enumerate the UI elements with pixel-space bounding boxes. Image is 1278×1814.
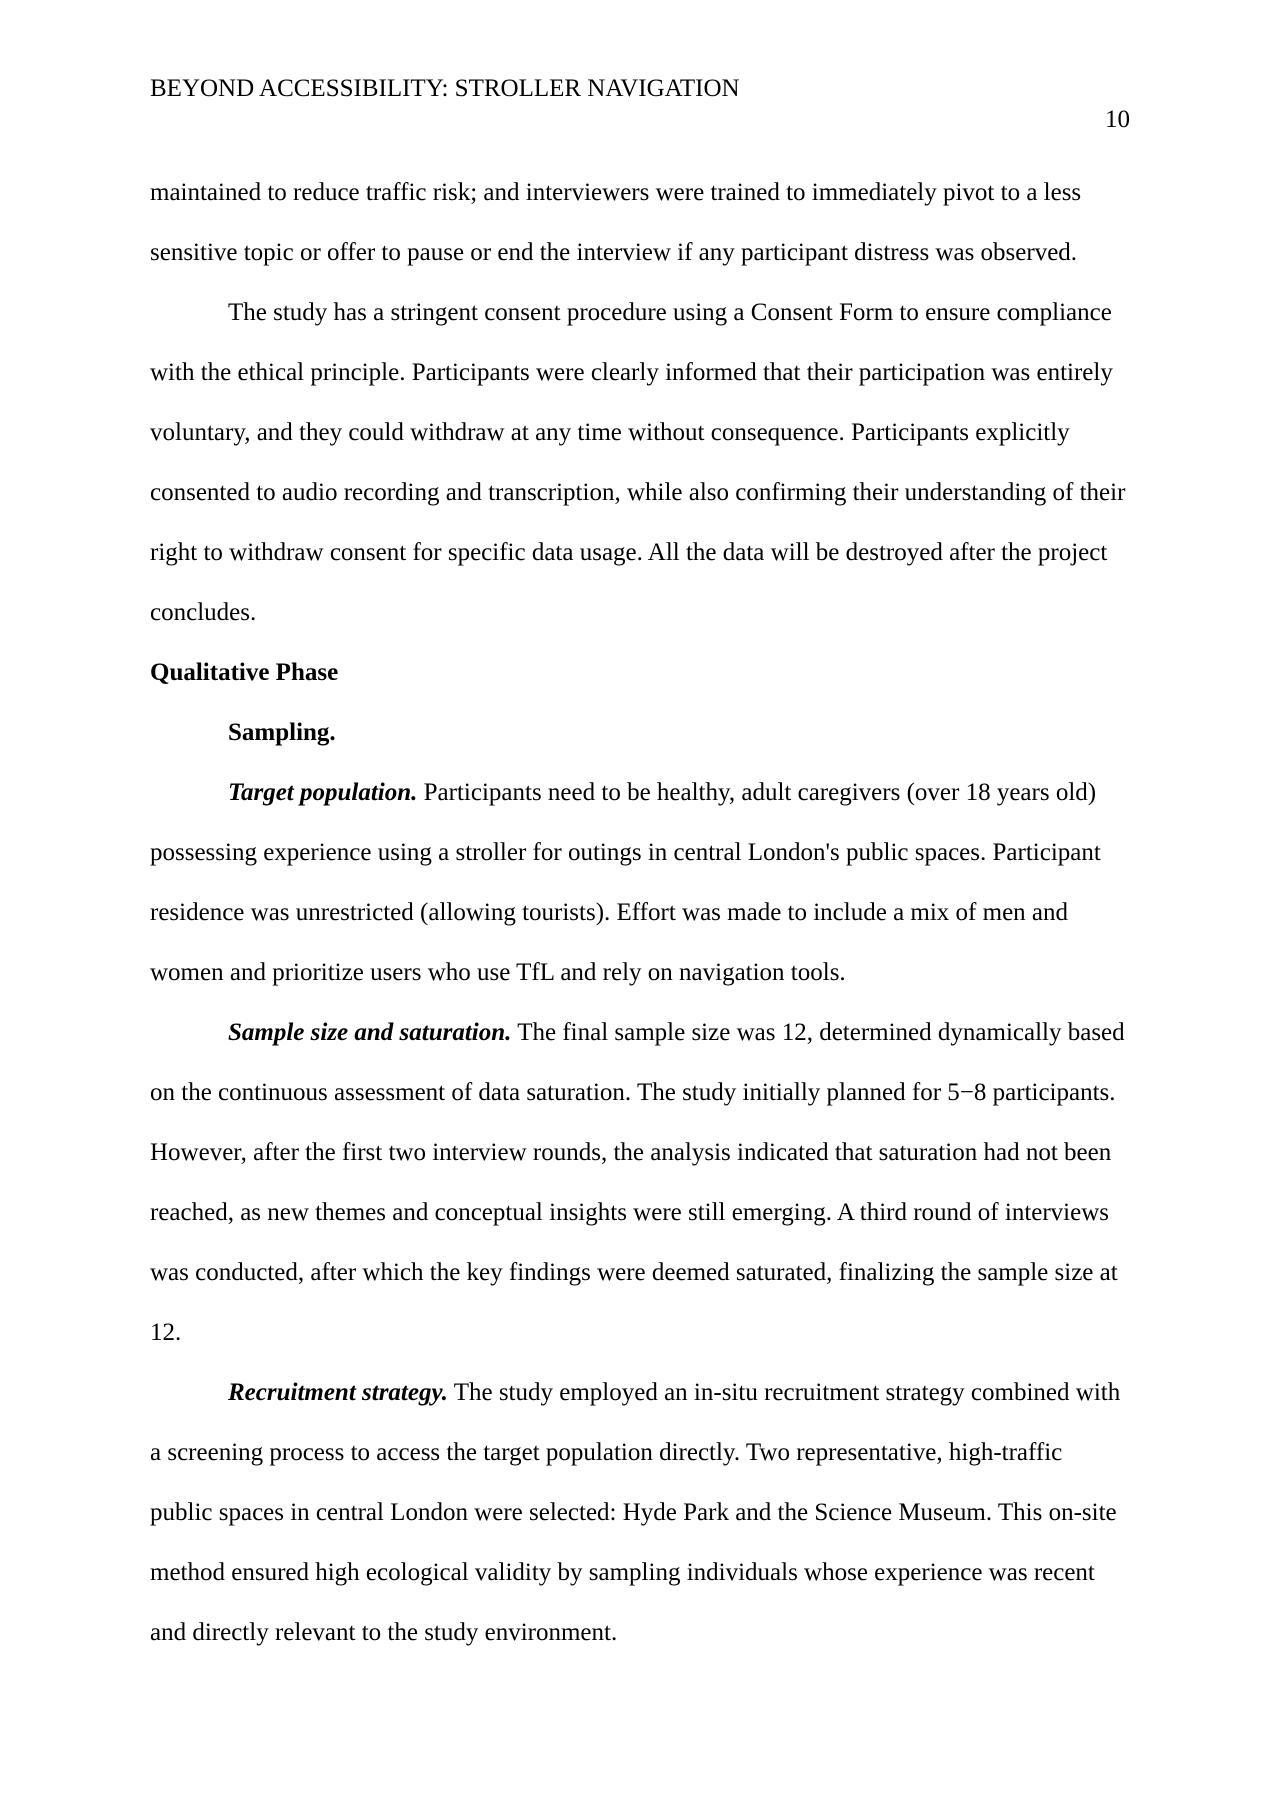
paragraph-recruitment-strategy	[150, 1363, 1130, 1663]
run-in-heading-sample-size: Sample size and saturation.	[228, 1019, 512, 1046]
running-head: BEYOND ACCESSIBILITY: STROLLER NAVIGATION	[150, 75, 740, 102]
body-text	[150, 163, 1130, 1663]
heading-qualitative-phase: Qualitative Phase	[150, 659, 339, 686]
paragraph-ethics-continued: maintained to reduce traffic risk; and interviewers were trained to immediately pivot to a less sensitive topic or offer to pause or end the interview if any participant distress was observed.	[150, 179, 1082, 266]
heading-sampling: Sampling.	[228, 719, 336, 746]
run-in-heading-recruitment-strategy: Recruitment strategy.	[228, 1379, 448, 1406]
run-in-heading-target-population: Target population.	[228, 779, 418, 806]
recruitment-strategy-text: The study employed an in-situ recruitment strategy combined with a screening process to access the target population directly. Two representative, high-traffic public spaces in central London were selected: Hyde Park and the Science Museum. This on-site method ensured high ecological validity by sampling individuals whose experience was recent and directly relevant to the study environment.	[150, 1379, 1121, 1646]
paragraph-sample-size	[150, 1003, 1130, 1363]
target-population-text: Participants need to be healthy, adult caregivers (over 18 years old) possessing experience using a stroller for outings in central London's public spaces. Participant residence was unrestricted (allowing tourists). Effort was made to include a mix of men and women and prioritize users who use TfL and rely on navigation tools.	[150, 779, 1101, 986]
page-number: 10	[1105, 106, 1130, 133]
sample-size-text: The final sample size was 12, determined dynamically based on the continuous assessment of data saturation. The study initially planned for 5−8 participants. However, after the first two interview rounds, the analysis indicated that saturation had not been reached, as new themes and conceptual insights were still emerging. A third round of interviews was conducted, after which the key findings were deemed saturated, finalizing the sample size at 12.	[150, 1019, 1125, 1346]
paragraph-target-population	[150, 763, 1130, 1003]
paragraph-consent: The study has a stringent consent procedure using a Consent Form to ensure compliance with the ethical principle. Participants were clearly informed that their participation was entirely voluntary, and they could withdraw at any time without consequence. Participants explicitly consented to audio recording and transcription, while also confirming their understanding of their right to withdraw consent for specific data usage. All the data will be destroyed after the project concludes.	[150, 299, 1126, 626]
